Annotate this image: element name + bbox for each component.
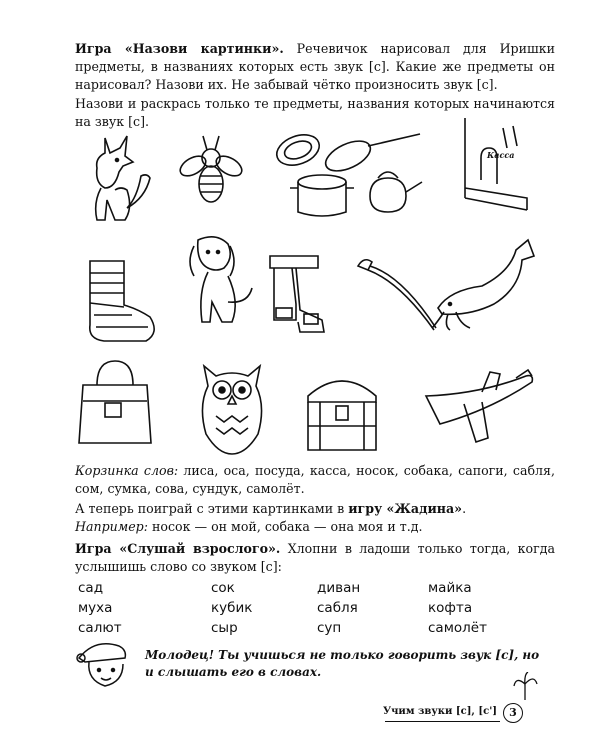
dog-picture	[178, 232, 258, 332]
word-item: самолёт	[428, 620, 487, 636]
game1-paragraph	[75, 40, 555, 94]
word-item: майка	[428, 580, 472, 596]
word-column-3	[317, 578, 360, 638]
footer-section-label: Учим звуки [с], [с']	[383, 706, 497, 717]
ticket-office-picture	[455, 118, 535, 213]
word-item: кофта	[428, 600, 473, 616]
leaf-decoration-icon	[510, 672, 540, 702]
wasp-picture	[175, 126, 247, 208]
kassa-sign: Касса	[487, 150, 515, 160]
word-item: сок	[211, 580, 235, 596]
footer-divider	[385, 721, 500, 722]
mascot-picture	[75, 638, 137, 693]
saber-picture	[350, 252, 440, 334]
fox-picture	[75, 128, 155, 228]
word-column-4	[428, 578, 487, 638]
word-basket-text: лиса, оса, посуда, касса, носок, собака, сапоги, сабля, сом, сумка, сова, сундук, самолёт.	[75, 463, 555, 496]
word-item: суп	[317, 620, 342, 636]
word-item: сабля	[317, 600, 358, 616]
game1-text: Речевичок нарисовал для Иришки предметы, в названиях которых есть звук [с]. Какие же предметы он нарисовал? Назови их. Не забывай чётко произносить звук [с].	[75, 41, 555, 92]
game2-paragraph	[75, 500, 555, 536]
word-basket-label: Корзинка слов:	[75, 463, 179, 478]
instruction-paragraph: Назови и раскрась только те предметы, названия которых начинаются на звук [с].	[75, 96, 555, 129]
catfish-picture	[430, 232, 540, 332]
example-text: носок — он мой, собака — она моя и т.д.	[147, 519, 423, 534]
game3-paragraph	[75, 540, 555, 576]
word-item: сад	[78, 580, 104, 596]
word-basket-paragraph	[75, 462, 555, 498]
word-column-2	[211, 578, 252, 638]
game3-title: Игра «Слушай взрослого».	[75, 541, 281, 556]
game3-text: Хлопни в ладоши только тогда, когда услышишь слово со звуком [с]:	[75, 541, 555, 574]
game1-title: Игра «Назови картинки».	[75, 41, 284, 56]
chest-picture	[302, 366, 382, 456]
word-item: кубик	[211, 600, 253, 616]
airplane-picture	[420, 368, 538, 450]
game2-game-name: игру «Жадина»	[348, 501, 463, 516]
word-item: диван	[317, 580, 361, 596]
sock-picture	[82, 255, 160, 347]
game2-text-after: .	[462, 501, 467, 516]
word-item: сыр	[211, 620, 238, 636]
word-item: салют	[78, 620, 122, 636]
word-item: муха	[78, 600, 113, 616]
owl-picture	[190, 356, 275, 458]
bag-picture	[75, 355, 155, 447]
page-number: 3	[503, 703, 523, 723]
game2-text-before: А теперь поиграй с этими картинками в	[75, 501, 349, 516]
praise-text: Молодец! Ты учишься не только говорить звук [с], но и слышать его в словах.	[145, 648, 540, 679]
example-label: Например:	[75, 519, 148, 534]
word-column-1	[78, 578, 122, 638]
dishes-picture	[270, 126, 432, 222]
boots-picture	[262, 250, 334, 338]
